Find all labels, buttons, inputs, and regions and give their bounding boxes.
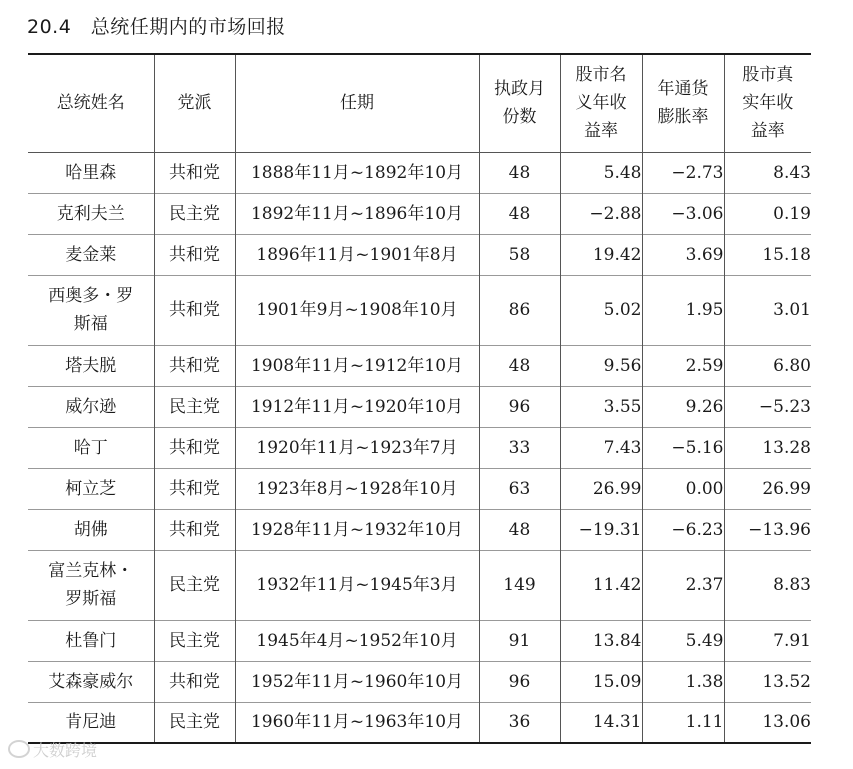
table-row: [28, 620, 811, 661]
real-return-cell: 13.28: [724, 427, 811, 468]
term-cell: 1912年11月~1920年10月: [235, 386, 479, 427]
term-cell: 1932年11月~1945年3月: [235, 550, 479, 620]
months-cell: 48: [479, 152, 560, 193]
header-name: 总统姓名: [56, 93, 125, 114]
header-party: 党派: [154, 54, 235, 152]
table-row: [28, 661, 811, 702]
party-cell: 共和党: [154, 509, 235, 550]
inflation-cell: 5.49: [642, 620, 724, 661]
months-cell: 96: [479, 661, 560, 702]
inflation-cell: −5.16: [642, 427, 724, 468]
party-cell: 民主党: [154, 702, 235, 743]
president-name-cell: 塔夫脱: [65, 355, 117, 376]
president-name-cell: 艾森豪威尔: [48, 671, 134, 692]
months-cell: 96: [479, 386, 560, 427]
header-term: 任期: [235, 54, 479, 152]
nominal-return-cell: 14.31: [560, 702, 642, 743]
months-cell: 48: [479, 509, 560, 550]
inflation-cell: 2.37: [642, 550, 724, 620]
party-cell: 共和党: [154, 275, 235, 345]
party-cell: 民主党: [154, 386, 235, 427]
months-cell: 86: [479, 275, 560, 345]
real-return-cell: 13.06: [724, 702, 811, 743]
table-row: [28, 386, 811, 427]
inflation-cell: −2.73: [642, 152, 724, 193]
table-row: [28, 702, 811, 743]
real-return-cell: 8.43: [724, 152, 811, 193]
real-return-cell: 15.18: [724, 234, 811, 275]
party-cell: 共和党: [154, 152, 235, 193]
watermark-logo-icon: [8, 740, 30, 758]
party-cell: 共和党: [154, 468, 235, 509]
table-row: [28, 193, 811, 234]
nominal-return-cell: 11.42: [560, 550, 642, 620]
nominal-return-cell: 15.09: [560, 661, 642, 702]
table-row: [28, 427, 811, 468]
header-real-return: 股市真 实年收 益率: [724, 54, 811, 152]
term-cell: 1960年11月~1963年10月: [235, 702, 479, 743]
party-cell: 民主党: [154, 550, 235, 620]
inflation-cell: 1.11: [642, 702, 724, 743]
nominal-return-cell: 5.02: [560, 275, 642, 345]
nominal-return-cell: −19.31: [560, 509, 642, 550]
party-cell: 共和党: [154, 234, 235, 275]
party-cell: 共和党: [154, 661, 235, 702]
presidential-returns-table: [28, 53, 811, 744]
months-cell: 63: [479, 468, 560, 509]
months-cell: 58: [479, 234, 560, 275]
months-cell: 36: [479, 702, 560, 743]
term-cell: 1896年11月~1901年8月: [235, 234, 479, 275]
table-row: [28, 468, 811, 509]
term-cell: 1952年11月~1960年10月: [235, 661, 479, 702]
table-row: [28, 234, 811, 275]
real-return-cell: 13.52: [724, 661, 811, 702]
president-name-cell: 哈丁: [73, 437, 108, 458]
president-name-cell: 富兰克林・罗斯福: [48, 561, 134, 609]
table-row: [28, 152, 811, 193]
president-name-cell: 威尔逊: [65, 396, 117, 417]
term-cell: 1920年11月~1923年7月: [235, 427, 479, 468]
watermark: 大数跨境: [8, 738, 97, 761]
nominal-return-cell: 13.84: [560, 620, 642, 661]
term-cell: 1923年8月~1928年10月: [235, 468, 479, 509]
months-cell: 48: [479, 345, 560, 386]
months-cell: 149: [479, 550, 560, 620]
inflation-cell: −6.23: [642, 509, 724, 550]
real-return-cell: 8.83: [724, 550, 811, 620]
term-cell: 1901年9月~1908年10月: [235, 275, 479, 345]
inflation-cell: 9.26: [642, 386, 724, 427]
term-cell: 1945年4月~1952年10月: [235, 620, 479, 661]
nominal-return-cell: 5.48: [560, 152, 642, 193]
president-name-cell: 柯立芝: [65, 478, 117, 499]
table-row: [28, 345, 811, 386]
real-return-cell: −5.23: [724, 386, 811, 427]
president-name-cell: 哈里森: [65, 162, 117, 183]
header-months: 执政月 份数: [479, 54, 560, 152]
term-cell: 1888年11月~1892年10月: [235, 152, 479, 193]
president-name-cell: 克利夫兰: [56, 203, 125, 224]
inflation-cell: 3.69: [642, 234, 724, 275]
inflation-cell: 1.95: [642, 275, 724, 345]
table-row: [28, 275, 811, 345]
president-name-cell: 肯尼迪: [65, 712, 117, 733]
header-inflation: 年通货 膨胀率: [642, 54, 724, 152]
nominal-return-cell: 26.99: [560, 468, 642, 509]
months-cell: 48: [479, 193, 560, 234]
returns-table-container: [28, 53, 811, 744]
nominal-return-cell: 19.42: [560, 234, 642, 275]
page-title: 20.4 总统任期内的市场回报: [27, 16, 286, 38]
party-cell: 共和党: [154, 427, 235, 468]
header-row: [28, 54, 811, 152]
president-name-cell: 胡佛: [73, 519, 108, 540]
president-name-cell: 麦金莱: [65, 244, 117, 265]
party-cell: 共和党: [154, 345, 235, 386]
table-body: [28, 152, 811, 743]
nominal-return-cell: 9.56: [560, 345, 642, 386]
table-row: [28, 509, 811, 550]
real-return-cell: 6.80: [724, 345, 811, 386]
months-cell: 91: [479, 620, 560, 661]
inflation-cell: 1.38: [642, 661, 724, 702]
inflation-cell: −3.06: [642, 193, 724, 234]
real-return-cell: 26.99: [724, 468, 811, 509]
term-cell: 1928年11月~1932年10月: [235, 509, 479, 550]
term-cell: 1892年11月~1896年10月: [235, 193, 479, 234]
president-name-cell: 杜鲁门: [65, 630, 117, 651]
nominal-return-cell: 3.55: [560, 386, 642, 427]
table-row: [28, 550, 811, 620]
nominal-return-cell: 7.43: [560, 427, 642, 468]
real-return-cell: 0.19: [724, 193, 811, 234]
party-cell: 民主党: [154, 193, 235, 234]
president-name-cell: 西奥多・罗斯福: [48, 286, 134, 334]
party-cell: 民主党: [154, 620, 235, 661]
term-cell: 1908年11月~1912年10月: [235, 345, 479, 386]
inflation-cell: 0.00: [642, 468, 724, 509]
header-nominal-return: 股市名 义年收 益率: [560, 54, 642, 152]
real-return-cell: 7.91: [724, 620, 811, 661]
inflation-cell: 2.59: [642, 345, 724, 386]
months-cell: 33: [479, 427, 560, 468]
real-return-cell: 3.01: [724, 275, 811, 345]
nominal-return-cell: −2.88: [560, 193, 642, 234]
real-return-cell: −13.96: [724, 509, 811, 550]
